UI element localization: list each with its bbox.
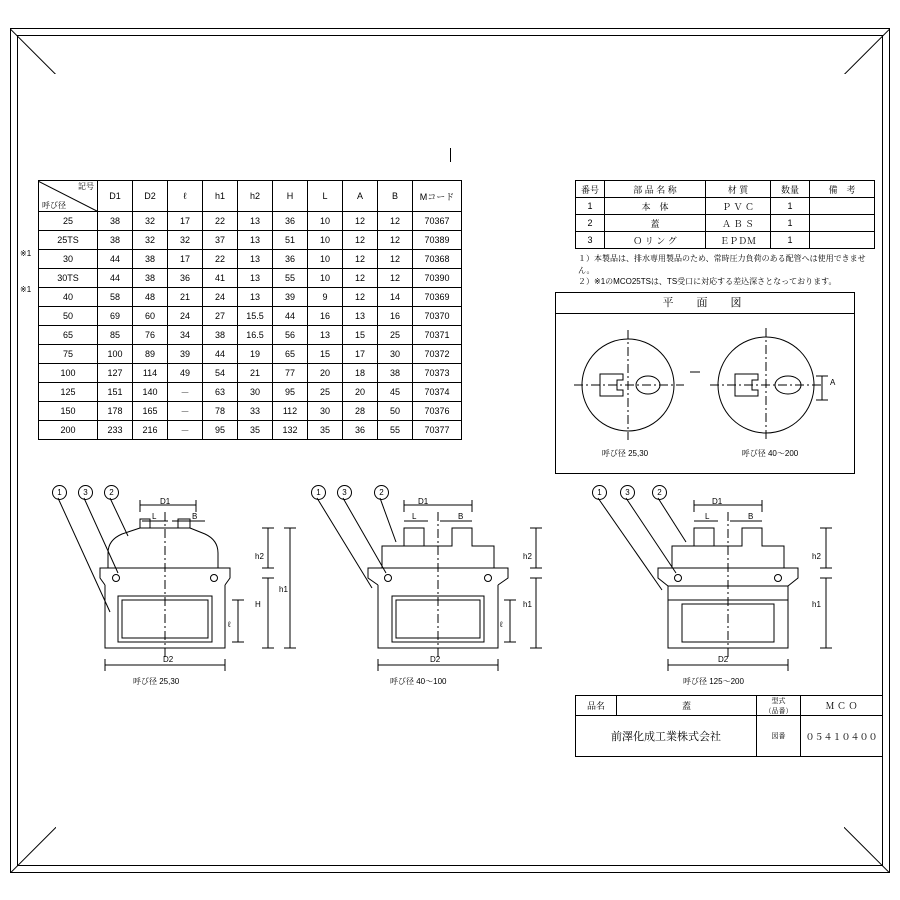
note-mark-30ts: ※1 bbox=[20, 285, 32, 294]
cell-d1: 44 bbox=[98, 250, 133, 269]
cell-h2: 35 bbox=[238, 421, 273, 440]
cell-b: 50 bbox=[378, 402, 413, 421]
cell-d1: 100 bbox=[98, 345, 133, 364]
cell-h2: 13 bbox=[238, 231, 273, 250]
cell-b: 12 bbox=[378, 212, 413, 231]
cell-b: 38 bbox=[378, 364, 413, 383]
cell-h1: 44 bbox=[203, 345, 238, 364]
dim-h1-view3: h1 bbox=[812, 600, 821, 609]
cell-a: 17 bbox=[343, 345, 378, 364]
plan-caption-small: 呼び径 25,30 bbox=[601, 449, 649, 458]
balloon-2-view3: 2 bbox=[652, 485, 667, 500]
cell-b: 12 bbox=[378, 269, 413, 288]
cell-h2: 13 bbox=[238, 269, 273, 288]
cell-a: 12 bbox=[343, 269, 378, 288]
parts-remark bbox=[810, 232, 875, 249]
cell-mcode: 70377 bbox=[413, 421, 462, 440]
balloon-2-view2: 2 bbox=[374, 485, 389, 500]
cell-d1: 38 bbox=[98, 212, 133, 231]
dim-l-small-view1: ℓ bbox=[228, 620, 231, 629]
cell-a: 20 bbox=[343, 383, 378, 402]
cell-mcode: 70370 bbox=[413, 307, 462, 326]
cell-l-small: 32 bbox=[168, 231, 203, 250]
center-tick-mark bbox=[450, 148, 451, 162]
parts-row bbox=[576, 198, 875, 215]
cell-size: 40 bbox=[39, 288, 98, 307]
cell-d1: 151 bbox=[98, 383, 133, 402]
dim-d2-view2: D2 bbox=[430, 655, 441, 664]
cell-h2: 13 bbox=[238, 212, 273, 231]
dim-h2-view1: h2 bbox=[255, 552, 264, 561]
parts-no: 1 bbox=[576, 198, 605, 215]
cell-d1: 233 bbox=[98, 421, 133, 440]
corner-cut-bottom-left bbox=[10, 827, 56, 873]
cell-a: 15 bbox=[343, 326, 378, 345]
cell-size: 50 bbox=[39, 307, 98, 326]
parts-col-remark: 備 考 bbox=[810, 181, 875, 198]
col-header-l-small: ℓ bbox=[168, 181, 203, 212]
dim-b-view2: B bbox=[458, 512, 464, 521]
cell-l: 25 bbox=[308, 383, 343, 402]
cell-mcode: 70372 bbox=[413, 345, 462, 364]
dim-h1-view2: h1 bbox=[523, 600, 532, 609]
col-header-b: B bbox=[378, 181, 413, 212]
elevation-caption-3: 呼び径 125～200 bbox=[683, 677, 744, 686]
parts-col-no: 番号 bbox=[576, 181, 605, 198]
cell-h1: 22 bbox=[203, 212, 238, 231]
title-type-label-2: （品番） bbox=[756, 706, 800, 716]
cell-h: 55 bbox=[273, 269, 308, 288]
cell-b: 16 bbox=[378, 307, 413, 326]
parts-row bbox=[576, 215, 875, 232]
parts-name: 本 体 bbox=[605, 198, 706, 215]
col-header-h: H bbox=[273, 181, 308, 212]
cell-b: 14 bbox=[378, 288, 413, 307]
cell-l: 10 bbox=[308, 231, 343, 250]
cell-d2: 140 bbox=[133, 383, 168, 402]
cell-h: 132 bbox=[273, 421, 308, 440]
cell-h2: 15.5 bbox=[238, 307, 273, 326]
cell-l: 10 bbox=[308, 212, 343, 231]
cell-h2: 30 bbox=[238, 383, 273, 402]
parts-qty: 1 bbox=[771, 232, 810, 249]
cell-l-small: 17 bbox=[168, 212, 203, 231]
cell-l: 13 bbox=[308, 326, 343, 345]
cell-h1: 63 bbox=[203, 383, 238, 402]
cell-h: 56 bbox=[273, 326, 308, 345]
parts-table bbox=[575, 180, 875, 249]
cell-h1: 54 bbox=[203, 364, 238, 383]
corner-header-top: 記号 bbox=[78, 182, 94, 191]
cell-d2: 76 bbox=[133, 326, 168, 345]
table-row bbox=[39, 288, 462, 307]
table-row bbox=[39, 383, 462, 402]
dim-b-view1: B bbox=[192, 512, 198, 521]
dim-d1-view1: D1 bbox=[160, 497, 171, 506]
col-header-a: A bbox=[343, 181, 378, 212]
cell-d1: 85 bbox=[98, 326, 133, 345]
cell-size: 25 bbox=[39, 212, 98, 231]
plan-dim-a-label: A bbox=[830, 378, 836, 387]
cell-size: 150 bbox=[39, 402, 98, 421]
table-row bbox=[39, 212, 462, 231]
cell-d1: 58 bbox=[98, 288, 133, 307]
dim-h1-view1: H bbox=[255, 600, 261, 609]
cell-a: 12 bbox=[343, 231, 378, 250]
parts-row bbox=[576, 232, 875, 249]
plan-view-title: 平 面 図 bbox=[555, 292, 855, 314]
cell-l: 20 bbox=[308, 364, 343, 383]
parts-material: Ａ Ｂ Ｓ bbox=[706, 215, 771, 232]
cell-size: 75 bbox=[39, 345, 98, 364]
table-row bbox=[39, 269, 462, 288]
title-item-label: 品名 bbox=[576, 696, 616, 716]
title-type-label-1: 型式 bbox=[756, 696, 800, 706]
cell-h2: 13 bbox=[238, 250, 273, 269]
corner-cut-bottom-right bbox=[844, 827, 890, 873]
cell-h2: 33 bbox=[238, 402, 273, 421]
cell-a: 36 bbox=[343, 421, 378, 440]
parts-col-material: 材 質 bbox=[706, 181, 771, 198]
table-row bbox=[39, 402, 462, 421]
table-row bbox=[39, 421, 462, 440]
parts-remark bbox=[810, 215, 875, 232]
table-row bbox=[39, 326, 462, 345]
table-row bbox=[39, 345, 462, 364]
cell-d1: 69 bbox=[98, 307, 133, 326]
parts-col-name: 部 品 名 称 bbox=[605, 181, 706, 198]
cell-b: 12 bbox=[378, 231, 413, 250]
cell-h: 95 bbox=[273, 383, 308, 402]
cell-h2: 16.5 bbox=[238, 326, 273, 345]
cell-h1: 41 bbox=[203, 269, 238, 288]
parts-remark bbox=[810, 198, 875, 215]
cell-d2: 32 bbox=[133, 212, 168, 231]
corner-header-bottom: 呼び径 bbox=[42, 201, 66, 210]
cell-h1: 37 bbox=[203, 231, 238, 250]
cell-l-small: 49 bbox=[168, 364, 203, 383]
corner-cut-top-right bbox=[844, 28, 890, 74]
table-corner-header bbox=[39, 181, 98, 212]
note-2: ２）※1のMCO25TSは、TS受口に対応する差込深さとなっております。 bbox=[578, 277, 837, 287]
balloon-1-view3: 1 bbox=[592, 485, 607, 500]
cell-d2: 32 bbox=[133, 231, 168, 250]
col-header-l: L bbox=[308, 181, 343, 212]
parts-qty: 1 bbox=[771, 215, 810, 232]
cell-b: 12 bbox=[378, 250, 413, 269]
table-row bbox=[39, 307, 462, 326]
cell-h1: 24 bbox=[203, 288, 238, 307]
table-header-row bbox=[39, 181, 462, 212]
cell-h: 112 bbox=[273, 402, 308, 421]
cell-d1: 38 bbox=[98, 231, 133, 250]
cell-b: 30 bbox=[378, 345, 413, 364]
cell-h2: 19 bbox=[238, 345, 273, 364]
parts-qty: 1 bbox=[771, 198, 810, 215]
parts-material: ＥＰＤＭ bbox=[706, 232, 771, 249]
dim-d1-view3: D1 bbox=[712, 497, 723, 506]
cell-l-small: 34 bbox=[168, 326, 203, 345]
cell-b: 45 bbox=[378, 383, 413, 402]
dim-d2-view3: D2 bbox=[718, 655, 729, 664]
cell-h: 39 bbox=[273, 288, 308, 307]
note-mark-25ts: ※1 bbox=[20, 249, 32, 258]
table-row bbox=[39, 364, 462, 383]
cell-mcode: 70389 bbox=[413, 231, 462, 250]
cell-a: 12 bbox=[343, 212, 378, 231]
title-item-value: 蓋 bbox=[616, 696, 756, 716]
balloon-3-view2: 3 bbox=[337, 485, 352, 500]
cell-b: 55 bbox=[378, 421, 413, 440]
company-name: 前澤化成工業株式会社 bbox=[611, 731, 721, 743]
dim-l-view3: L bbox=[705, 512, 710, 521]
cell-mcode: 70390 bbox=[413, 269, 462, 288]
cell-l: 16 bbox=[308, 307, 343, 326]
col-header-h1: h1 bbox=[203, 181, 238, 212]
plan-view-box bbox=[555, 292, 855, 474]
dim-h-view1: h1 bbox=[279, 585, 288, 594]
cell-mcode: 70368 bbox=[413, 250, 462, 269]
dim-d2-view1: D2 bbox=[163, 655, 174, 664]
cell-size: 65 bbox=[39, 326, 98, 345]
cell-l-small: 21 bbox=[168, 288, 203, 307]
cell-h2: 13 bbox=[238, 288, 273, 307]
cell-h1: 78 bbox=[203, 402, 238, 421]
notes-block bbox=[578, 253, 878, 288]
cell-mcode: 70373 bbox=[413, 364, 462, 383]
cell-l: 35 bbox=[308, 421, 343, 440]
cell-d1: 127 bbox=[98, 364, 133, 383]
dim-d1-view2: D1 bbox=[418, 497, 429, 506]
balloon-2-view1: 2 bbox=[104, 485, 119, 500]
cell-size: 125 bbox=[39, 383, 98, 402]
dim-l-view2: L bbox=[412, 512, 417, 521]
parts-no: 2 bbox=[576, 215, 605, 232]
cell-size: 30TS bbox=[39, 269, 98, 288]
cell-mcode: 70374 bbox=[413, 383, 462, 402]
balloon-3-view1: 3 bbox=[78, 485, 93, 500]
cell-l: 15 bbox=[308, 345, 343, 364]
dimension-table bbox=[38, 180, 462, 440]
plan-caption-large: 呼び径 40～200 bbox=[741, 449, 799, 458]
cell-d1: 178 bbox=[98, 402, 133, 421]
dim-l-small-view2: ℓ bbox=[500, 620, 503, 629]
cell-l-small: － bbox=[168, 383, 203, 402]
col-header-d2: D2 bbox=[133, 181, 168, 212]
cell-d2: 216 bbox=[133, 421, 168, 440]
parts-name: 蓋 bbox=[605, 215, 706, 232]
cell-l-small: 17 bbox=[168, 250, 203, 269]
cell-l: 10 bbox=[308, 269, 343, 288]
cell-l-small: 36 bbox=[168, 269, 203, 288]
cell-size: 200 bbox=[39, 421, 98, 440]
parts-name: Ｏ リ ン グ bbox=[605, 232, 706, 249]
corner-cut-top-left bbox=[10, 28, 56, 74]
parts-col-qty: 数量 bbox=[771, 181, 810, 198]
dim-h2-view2: h2 bbox=[523, 552, 532, 561]
cell-l-small: 39 bbox=[168, 345, 203, 364]
title-type-value: Ｍ Ｃ Ｏ bbox=[800, 696, 882, 716]
cell-a: 13 bbox=[343, 307, 378, 326]
cell-h: 77 bbox=[273, 364, 308, 383]
cell-d2: 38 bbox=[133, 250, 168, 269]
col-header-h2: h2 bbox=[238, 181, 273, 212]
cell-l: 10 bbox=[308, 250, 343, 269]
cell-mcode: 70367 bbox=[413, 212, 462, 231]
cell-l: 9 bbox=[308, 288, 343, 307]
cell-mcode: 70376 bbox=[413, 402, 462, 421]
cell-size: 100 bbox=[39, 364, 98, 383]
dim-l-view1: L bbox=[152, 512, 157, 521]
cell-d1: 44 bbox=[98, 269, 133, 288]
col-header-d1: D1 bbox=[98, 181, 133, 212]
cell-size: 30 bbox=[39, 250, 98, 269]
cell-mcode: 70369 bbox=[413, 288, 462, 307]
drawing-number-value: ０５４１０４００ bbox=[800, 716, 882, 756]
parts-header-row bbox=[576, 181, 875, 198]
cell-a: 12 bbox=[343, 250, 378, 269]
cell-h: 36 bbox=[273, 250, 308, 269]
parts-material: Ｐ Ｖ Ｃ bbox=[706, 198, 771, 215]
cell-h1: 95 bbox=[203, 421, 238, 440]
cell-d2: 60 bbox=[133, 307, 168, 326]
drawing-number-label: 図番 bbox=[756, 716, 800, 756]
cell-d2: 38 bbox=[133, 269, 168, 288]
cell-mcode: 70371 bbox=[413, 326, 462, 345]
cell-d2: 89 bbox=[133, 345, 168, 364]
cell-l-small: － bbox=[168, 421, 203, 440]
cell-size: 25TS bbox=[39, 231, 98, 250]
parts-no: 3 bbox=[576, 232, 605, 249]
cell-h1: 27 bbox=[203, 307, 238, 326]
cell-d2: 48 bbox=[133, 288, 168, 307]
balloon-1-view1: 1 bbox=[52, 485, 67, 500]
dim-b-view3: B bbox=[748, 512, 754, 521]
cell-h1: 38 bbox=[203, 326, 238, 345]
cell-h: 51 bbox=[273, 231, 308, 250]
cell-h1: 22 bbox=[203, 250, 238, 269]
col-header-mcode: Mコード bbox=[413, 181, 462, 212]
cell-a: 12 bbox=[343, 288, 378, 307]
cell-d2: 114 bbox=[133, 364, 168, 383]
balloon-1-view2: 1 bbox=[311, 485, 326, 500]
table-row bbox=[39, 231, 462, 250]
cell-l: 30 bbox=[308, 402, 343, 421]
cell-h: 36 bbox=[273, 212, 308, 231]
balloon-3-view3: 3 bbox=[620, 485, 635, 500]
cell-l-small: 24 bbox=[168, 307, 203, 326]
cell-h: 44 bbox=[273, 307, 308, 326]
elevation-caption-1: 呼び径 25,30 bbox=[133, 677, 180, 686]
elevation-caption-2: 呼び径 40～100 bbox=[390, 677, 447, 686]
dim-h2-view3: h2 bbox=[812, 552, 821, 561]
note-1: １）本製品は、排水専用製品のため、常時圧力負荷のある配管へは使用できません。 bbox=[578, 254, 866, 275]
cell-a: 18 bbox=[343, 364, 378, 383]
cell-d2: 165 bbox=[133, 402, 168, 421]
cell-b: 25 bbox=[378, 326, 413, 345]
table-row bbox=[39, 250, 462, 269]
cell-a: 28 bbox=[343, 402, 378, 421]
cell-l-small: － bbox=[168, 402, 203, 421]
cell-h2: 21 bbox=[238, 364, 273, 383]
cell-h: 65 bbox=[273, 345, 308, 364]
